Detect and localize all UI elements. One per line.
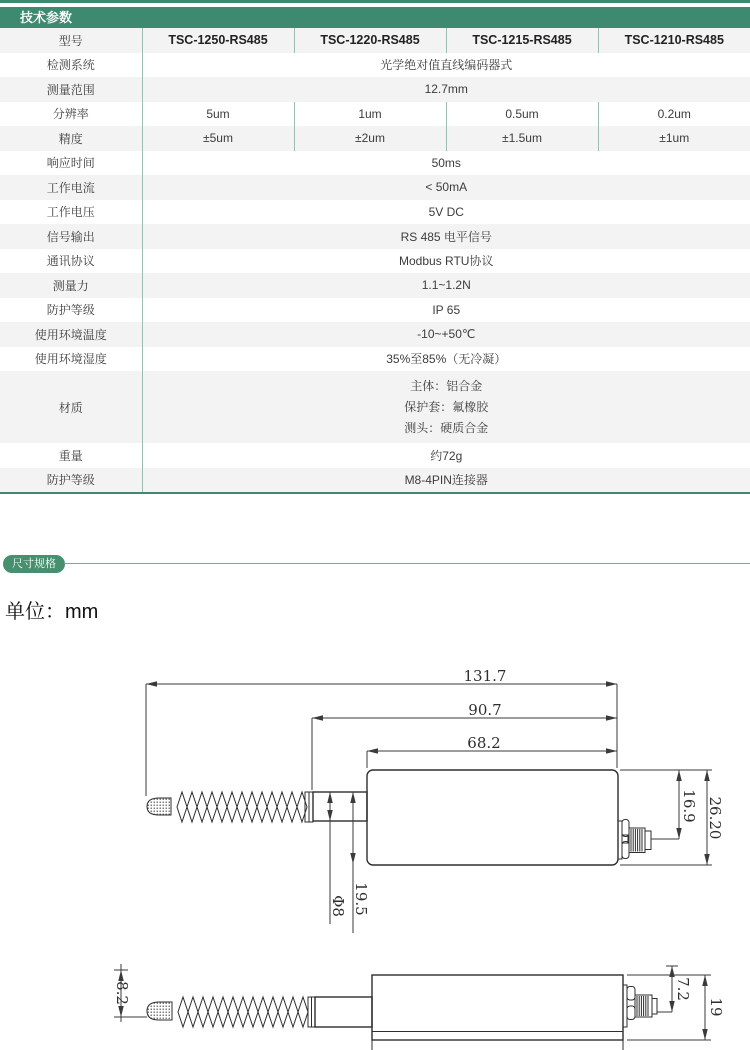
- row-value: RS 485 电平信号: [400, 229, 492, 244]
- table-row-material: [0, 371, 750, 443]
- table-row: [0, 468, 750, 494]
- dimension-section-divider: [64, 563, 750, 564]
- table-row: [0, 298, 750, 323]
- row-label: 信号输出: [0, 224, 142, 249]
- table-row-accuracy: [0, 126, 750, 151]
- row-label: 使用环境温度: [0, 322, 142, 347]
- dim-probe-diameter: Φ8: [329, 895, 347, 917]
- row-label: 型号: [0, 28, 142, 53]
- row-label: 工作电流: [0, 175, 142, 200]
- model-cell: TSC-1215-RS485: [446, 28, 598, 53]
- bellows: [177, 792, 307, 822]
- probe-tip: [147, 1002, 172, 1020]
- table-row: [0, 175, 750, 200]
- row-value: 0.5um: [446, 102, 598, 127]
- row-value: < 50mA: [425, 180, 468, 195]
- row-value: 50ms: [431, 155, 461, 170]
- row-label: 防护等级: [0, 298, 142, 323]
- dim-overall-length: 131.7: [463, 667, 507, 685]
- row-label: 检测系统: [0, 53, 142, 78]
- row-label: 测量力: [0, 273, 142, 298]
- row-value: ±5um: [142, 126, 294, 151]
- dim-travel-length: 90.7: [468, 701, 502, 719]
- row-label: 通讯协议: [0, 249, 142, 274]
- row-label: 分辨率: [0, 102, 142, 127]
- sensor-body: [367, 770, 618, 865]
- connector-threads: [631, 829, 642, 852]
- table-row: [0, 77, 750, 102]
- table-row: [0, 151, 750, 176]
- row-value: ±1.5um: [446, 126, 598, 151]
- dim-tip-height: 8.2: [113, 981, 131, 1005]
- row-label: 重量: [0, 443, 142, 468]
- dim-body-length: 68.2: [467, 734, 501, 752]
- dim-connector-offset: 16.9: [680, 789, 698, 823]
- model-cell: TSC-1210-RS485: [624, 33, 724, 48]
- unit-label: 单位：mm: [5, 601, 99, 623]
- row-value: 5um: [142, 102, 294, 127]
- dim-depth: 19.5: [352, 882, 370, 916]
- row-value: 35%至85%（无冷凝）: [386, 352, 507, 367]
- bellows: [178, 997, 308, 1027]
- row-label: 防护等级: [0, 468, 142, 494]
- row-value: 12.7mm: [424, 82, 468, 97]
- probe-tip: [147, 798, 171, 815]
- row-value: 约72g: [430, 448, 463, 463]
- table-row: [0, 443, 750, 468]
- row-value: -10~+50℃: [417, 327, 476, 342]
- row-label: 测量范围: [0, 77, 142, 102]
- row-label: 工作电压: [0, 200, 142, 225]
- row-value: [142, 371, 750, 443]
- stem: [315, 997, 372, 1027]
- m8-connector: [618, 820, 651, 860]
- row-value: 0.2um: [657, 106, 691, 121]
- material-line: 保护套：氟橡胶: [404, 399, 489, 414]
- dimension-section-badge: 尺寸规格: [3, 555, 65, 573]
- row-value: 光学绝对值直线编码器式: [380, 58, 513, 73]
- model-cell: TSC-1250-RS485: [142, 28, 294, 53]
- side-view: [146, 667, 724, 933]
- m8-connector: [623, 985, 657, 1027]
- table-row: [0, 53, 750, 78]
- row-value: 1.1~1.2N: [421, 278, 471, 293]
- table-row: [0, 200, 750, 225]
- table-row: [0, 249, 750, 274]
- connector-threads: [637, 996, 648, 1016]
- sensor-body: [372, 975, 623, 1040]
- table-row: [0, 322, 750, 347]
- material-line: 主体：铝合金: [410, 378, 483, 393]
- material-line: 测头：硬质合金: [404, 420, 489, 435]
- row-value: Modbus RTU协议: [399, 254, 494, 269]
- row-label: 响应时间: [0, 151, 142, 176]
- row-value: ±2um: [294, 126, 446, 151]
- row-value: 5V DC: [428, 204, 464, 219]
- stem: [313, 792, 367, 821]
- row-label: 材质: [0, 371, 142, 443]
- model-cell: TSC-1220-RS485: [294, 28, 446, 53]
- row-value: M8-4PIN连接器: [404, 473, 488, 488]
- tech-params-table: [0, 28, 750, 494]
- tech-params-header: [0, 7, 750, 28]
- table-row: [0, 347, 750, 372]
- row-value: IP 65: [432, 302, 461, 317]
- table-row-resolution: [0, 102, 750, 127]
- top-accent-bar: [0, 0, 750, 3]
- table-row: [0, 224, 750, 249]
- top-view: [113, 964, 725, 1050]
- dim-body-height: 26.20: [706, 796, 724, 840]
- dim-body-width: 19: [707, 997, 725, 1017]
- row-label: 使用环境湿度: [0, 347, 142, 372]
- row-value: ±1um: [659, 131, 690, 146]
- dimension-drawing: [0, 650, 750, 1050]
- table-row-model: [0, 28, 750, 53]
- row-value: 1um: [294, 102, 446, 127]
- dim-connector-offset: 7.2: [674, 977, 692, 1001]
- row-label: 精度: [0, 126, 142, 151]
- tech-params-title: 技术参数: [20, 10, 73, 25]
- table-row: [0, 273, 750, 298]
